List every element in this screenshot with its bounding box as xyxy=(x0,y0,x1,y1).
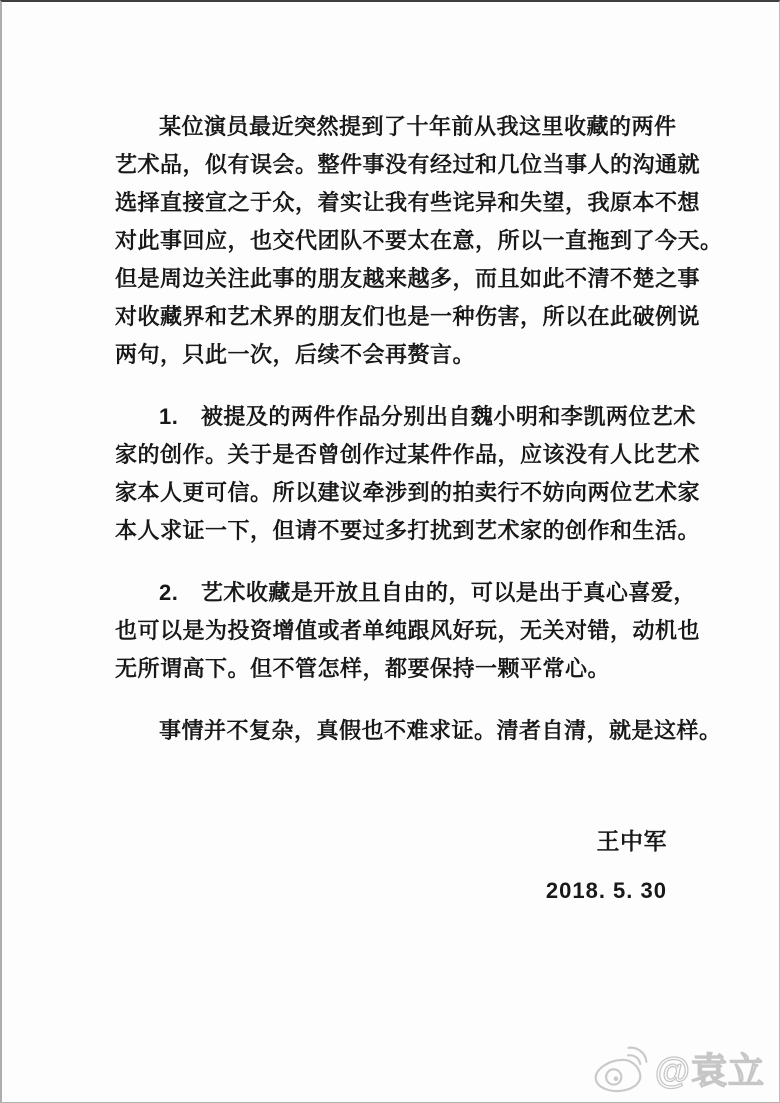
text-line: 1. 被提及的两件作品分别出自魏小明和李凯两位艺术 xyxy=(159,404,696,429)
text-line: 家的创作。关于是否曾创作过某件作品，应该没有人比艺术 xyxy=(115,442,701,467)
text-line: 无所谓高下。但不管怎样，都要保持一颗平常心。 xyxy=(115,656,611,681)
text-line: 家本人更可信。所以建议牵涉到的拍卖行不妨向两位艺术家 xyxy=(115,480,701,505)
watermark xyxy=(591,1042,765,1094)
text-line: 选择直接宣之于众，着实让我有些诧异和失望，我原本不想 xyxy=(115,190,701,215)
text-line: 也可以是为投资增值或者单纯跟风好玩，无关对错，动机也 xyxy=(115,618,701,643)
paragraph xyxy=(115,574,701,688)
text-line: 但是周边关注此事的朋友越来越多，而且如此不清不楚之事 xyxy=(115,266,701,291)
date: 2018. 5. 30 xyxy=(545,878,667,903)
weibo-logo-icon xyxy=(591,1042,649,1094)
statement-body xyxy=(115,108,723,910)
text-line: 某位演员最近突然提到了十年前从我这里收藏的两件 xyxy=(159,114,677,139)
text-line: 2. 艺术收藏是开放且自由的，可以是出于真心喜爱， xyxy=(159,580,696,605)
paragraph xyxy=(115,712,722,750)
text-line: 事情并不复杂，真假也不难求证。清者自清，就是这样。 xyxy=(159,718,722,743)
text-line: 两句，只此一次，后续不会再赘言。 xyxy=(115,342,476,367)
signature: 王中军 xyxy=(596,828,667,854)
text-line: 对收藏界和艺术界的朋友们也是一种伤害，所以在此破例说 xyxy=(115,304,701,329)
text-line: 艺术品，似有误会。整件事没有经过和几位当事人的沟通就 xyxy=(115,152,701,177)
watermark-handle: @袁立 xyxy=(654,1049,765,1091)
text-line: 本人求证一下，但请不要过多打扰到艺术家的创作和生活。 xyxy=(115,518,701,543)
text-line: 对此事回应，也交代团队不要太在意，所以一直拖到了今天。 xyxy=(115,228,723,253)
statement-paragraphs xyxy=(115,108,723,750)
paragraph xyxy=(115,398,701,550)
paragraph xyxy=(115,108,723,374)
